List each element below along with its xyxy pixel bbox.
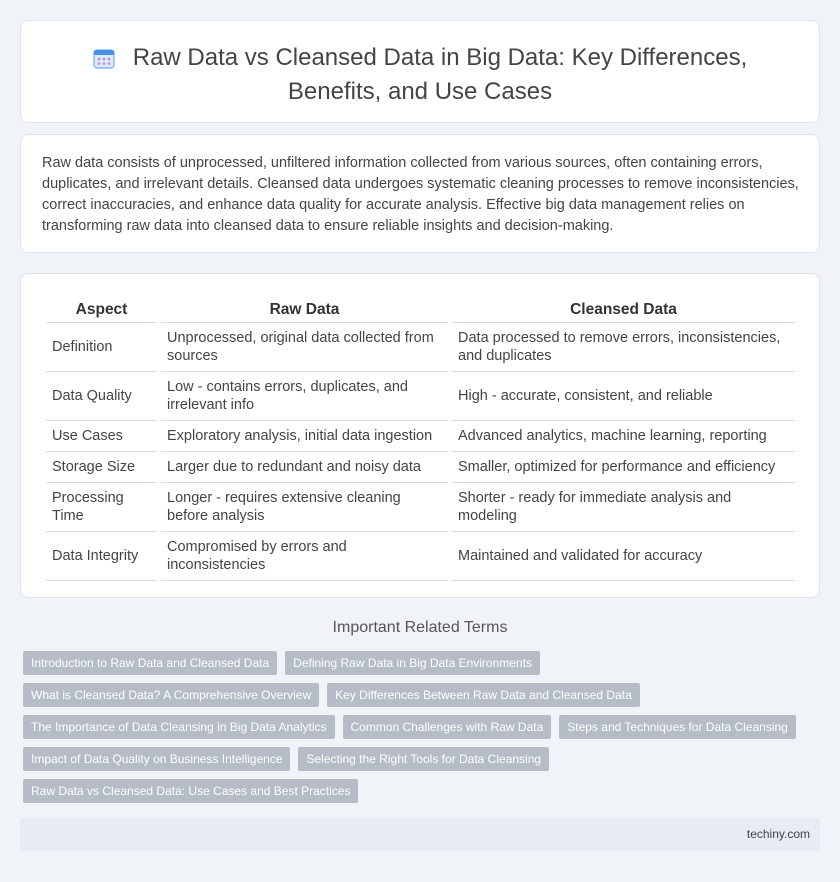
cell-cleansed: Shorter - ready for immediate analysis and modeling	[452, 483, 795, 532]
header-card	[20, 20, 820, 123]
related-term-tag[interactable]: Introduction to Raw Data and Cleansed Data	[23, 651, 277, 675]
related-term-tag[interactable]: Selecting the Right Tools for Data Cleansing	[298, 747, 549, 771]
related-terms-title: Important Related Terms	[332, 619, 508, 636]
cell-cleansed: Advanced analytics, machine learning, reporting	[452, 421, 795, 452]
footer-site-link[interactable]: techiny.com	[746, 827, 810, 841]
cell-cleansed: Data processed to remove errors, inconsistencies, and duplicates	[452, 323, 795, 372]
related-term-tag[interactable]: Key Differences Between Raw Data and Cleansed Data	[327, 683, 640, 707]
table-header-row	[46, 294, 795, 323]
table-row	[46, 452, 795, 483]
cell-cleansed: High - accurate, consistent, and reliable	[452, 372, 795, 421]
page-title: Raw Data vs Cleansed Data in Big Data: Key Differences, Benefits, and Use Cases	[132, 44, 748, 105]
related-term-tag[interactable]: What is Cleansed Data? A Comprehensive Overview	[23, 683, 319, 707]
cell-aspect: Data Quality	[46, 372, 157, 421]
calendar-icon	[93, 47, 115, 77]
comparison-card	[20, 273, 820, 598]
cell-aspect: Storage Size	[46, 452, 157, 483]
table-row	[46, 483, 795, 532]
cell-raw: Unprocessed, original data collected from sources	[161, 323, 448, 372]
intro-text: Raw data consists of unprocessed, unfiltered information collected from various sources, often containing errors, duplicates, and irrelevant details. Cleansed data undergoes systematic cleaning processes to remove inconsistencies, correct inaccuracies, and enhance data quality for accurate analysis. Effective big data management relies on transforming raw data into cleansed data to ensure reliable insights and decision-making.	[42, 155, 799, 234]
footer	[20, 818, 820, 851]
cell-raw: Low - contains errors, duplicates, and irrelevant info	[161, 372, 448, 421]
page-title-wrap	[21, 43, 819, 107]
cell-raw: Compromised by errors and inconsistencies	[161, 532, 448, 581]
intro-card	[20, 134, 820, 253]
cell-cleansed: Smaller, optimized for performance and efficiency	[452, 452, 795, 483]
cell-raw: Longer - requires extensive cleaning before analysis	[161, 483, 448, 532]
header-aspect: Aspect	[46, 294, 157, 323]
cell-aspect: Use Cases	[46, 421, 157, 452]
cell-aspect: Definition	[46, 323, 157, 372]
cell-raw: Larger due to redundant and noisy data	[161, 452, 448, 483]
table-row	[46, 532, 795, 581]
cell-aspect: Processing Time	[46, 483, 157, 532]
table-row	[46, 323, 795, 372]
cell-aspect: Data Integrity	[46, 532, 157, 581]
related-term-tag[interactable]: The Importance of Data Cleansing in Big Data Analytics	[23, 715, 335, 739]
header-cleansed-data: Cleansed Data	[452, 294, 795, 323]
table-row	[46, 421, 795, 452]
cell-raw: Exploratory analysis, initial data ingestion	[161, 421, 448, 452]
related-term-tag[interactable]: Raw Data vs Cleansed Data: Use Cases and Best Practices	[23, 779, 358, 803]
related-term-tag[interactable]: Impact of Data Quality on Business Intelligence	[23, 747, 290, 771]
related-term-tag[interactable]: Defining Raw Data in Big Data Environments	[285, 651, 540, 675]
cell-cleansed: Maintained and validated for accuracy	[452, 532, 795, 581]
related-term-tag[interactable]: Steps and Techniques for Data Cleansing	[559, 715, 796, 739]
related-terms-list	[23, 651, 813, 811]
table-row	[46, 372, 795, 421]
related-term-tag[interactable]: Common Challenges with Raw Data	[343, 715, 552, 739]
comparison-table	[42, 294, 799, 581]
header-raw-data: Raw Data	[161, 294, 448, 323]
